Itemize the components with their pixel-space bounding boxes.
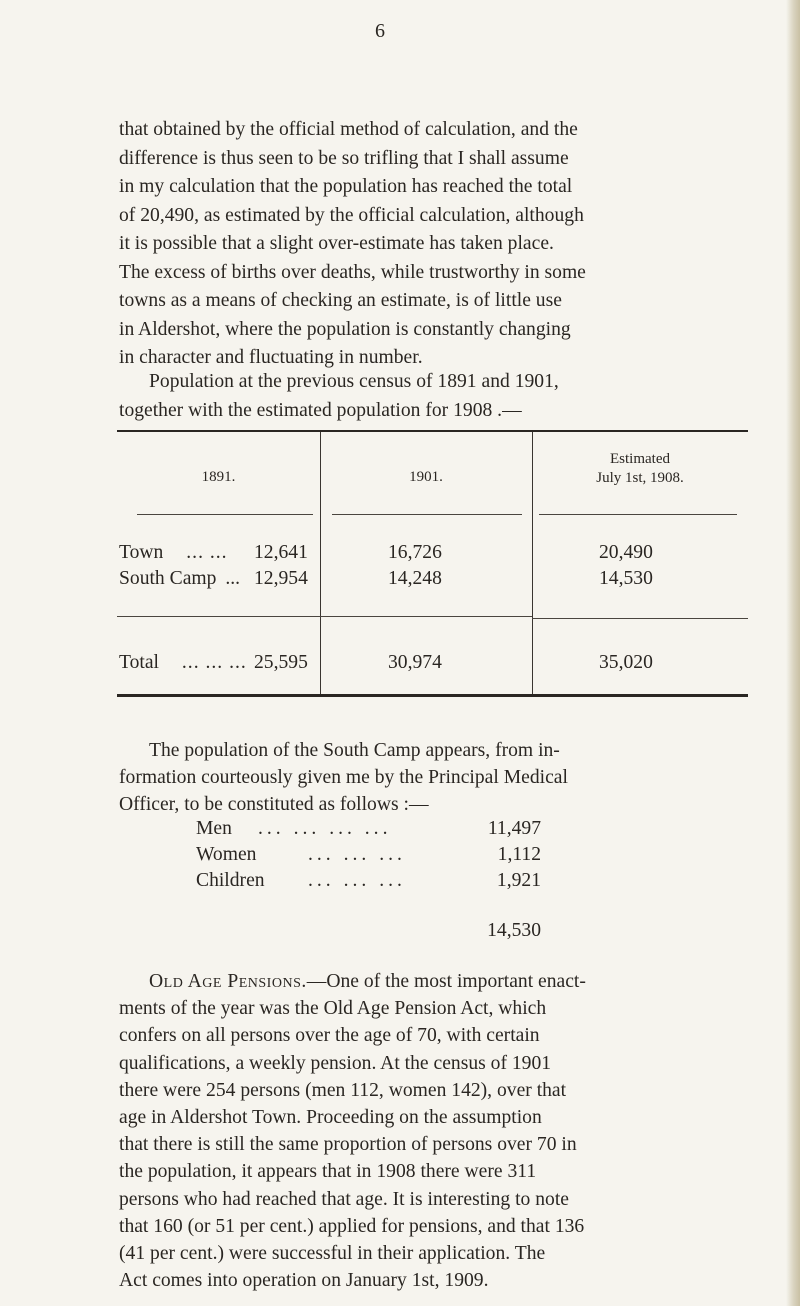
leader-dots: ... ... ...: [308, 870, 406, 891]
text-line: persons who had reached that age. It is interesting to note: [119, 1188, 569, 1210]
list-total: 14,530: [487, 920, 541, 941]
text-line: towns as a means of checking an estimate, is of little use: [119, 290, 562, 311]
cell-1901: 14,248: [388, 568, 442, 589]
text-line: (41 per cent.) were successful in their application. The: [119, 1243, 546, 1265]
text-line: in Aldershot, where the population is constantly changing: [119, 318, 571, 340]
text-line: that there is still the same proportion of persons over 70 in: [119, 1134, 577, 1156]
text-line: [119, 968, 751, 995]
header-underline: [137, 514, 313, 515]
leader-dots: ... ... ...: [181, 652, 247, 673]
table-bottom-rule: [117, 694, 748, 697]
text-line: Act comes into operation on January 1st, 1909.: [119, 1270, 489, 1292]
row-label-south-camp: [119, 568, 240, 590]
text-line: Population at the previous census of 1891 and 1901,: [149, 371, 559, 392]
row-label-town: [119, 542, 228, 564]
cell-1908: 35,020: [599, 652, 653, 673]
text-line: in my calculation that the population has reached the total: [119, 176, 573, 197]
table-top-rule: [117, 430, 748, 432]
total-separator: [320, 616, 532, 617]
text-fragment: —One of the most important enact-: [306, 971, 586, 992]
header-underline: [539, 514, 737, 515]
list-item-value: 1,921: [496, 870, 541, 891]
leader-dots: ... ... ... ...: [258, 818, 392, 839]
list-item-label: Children: [196, 870, 265, 891]
text-line: Officer, to be constituted as follows :—: [119, 793, 429, 815]
page-number: 6: [375, 20, 385, 42]
text-line: formation courteously given me by the Principal Medical: [119, 766, 568, 788]
list-item-value: 11,497: [487, 818, 541, 839]
leader-dots: ...: [225, 568, 241, 589]
text-line: there were 254 persons (men 112, women 142), over that: [119, 1079, 567, 1101]
cell-1901: 16,726: [388, 542, 442, 563]
south-camp-paragraph: [119, 738, 751, 818]
list-item-women: [196, 844, 541, 870]
total-separator: [532, 618, 748, 619]
list-item-value: 1,112: [497, 844, 541, 865]
leader-dots: ... ...: [186, 542, 228, 563]
text-line: it is possible that a slight over-estimate has taken place.: [119, 233, 554, 254]
text-line: difference is thus seen to be so trifling that I shall assume: [119, 147, 569, 169]
text-line: the population, it appears that in 1908 there were 311: [119, 1161, 537, 1183]
text-line: ments of the year was the Old Age Pension Act, which: [119, 998, 547, 1020]
cell-1891: 12,641: [254, 542, 308, 563]
cell-1908: 20,490: [599, 542, 653, 563]
census-table: [117, 430, 748, 698]
cell-1891: 12,954: [254, 568, 308, 589]
header-1901: 1901.: [409, 469, 443, 485]
page-edge-shadow: [786, 0, 800, 1306]
text-line: together with the estimated population for 1908 .—: [119, 399, 522, 421]
header-1891: 1891.: [201, 469, 236, 485]
row-label: Town: [119, 542, 164, 563]
census-intro-paragraph: [119, 368, 749, 425]
text-line: that 160 (or 51 per cent.) applied for pensions, and that 136: [119, 1215, 585, 1237]
list-item-men: [196, 818, 541, 844]
text-line: The population of the South Camp appears, from in-: [149, 740, 560, 761]
header-estimated-line2: July 1st, 1908.: [596, 470, 684, 486]
list-item-children: [196, 870, 541, 896]
text-line: that obtained by the official method of calculation, and the: [119, 119, 578, 140]
list-item-label: Women: [196, 844, 257, 865]
section-heading: Old Age Pensions.: [149, 971, 307, 992]
row-label-total: [119, 652, 247, 674]
text-line: confers on all persons over the age of 70, with certain: [119, 1025, 540, 1047]
header-estimated-line1: Estimated: [610, 451, 670, 467]
header-underline: [332, 514, 522, 515]
row-label: South Camp: [119, 568, 217, 589]
cell-1891: 25,595: [254, 652, 308, 673]
cell-1908: 14,530: [599, 568, 653, 589]
row-label: Total: [119, 652, 159, 673]
header-estimated: [532, 450, 748, 488]
text-line: age in Aldershot Town. Proceeding on the assumption: [119, 1107, 542, 1129]
text-line: The excess of births over deaths, while trustworthy in some: [119, 261, 586, 283]
total-separator: [117, 616, 320, 617]
cell-1901: 30,974: [388, 652, 442, 673]
pensions-paragraph: [119, 968, 751, 1294]
text-line: qualifications, a weekly pension. At the census of 1901: [119, 1052, 552, 1074]
text-line: in character and fluctuating in number.: [119, 347, 423, 368]
list-item-label: Men: [196, 818, 232, 839]
intro-paragraph: [119, 116, 749, 373]
text-line: of 20,490, as estimated by the official calculation, although: [119, 204, 584, 226]
leader-dots: ... ... ...: [308, 844, 406, 865]
